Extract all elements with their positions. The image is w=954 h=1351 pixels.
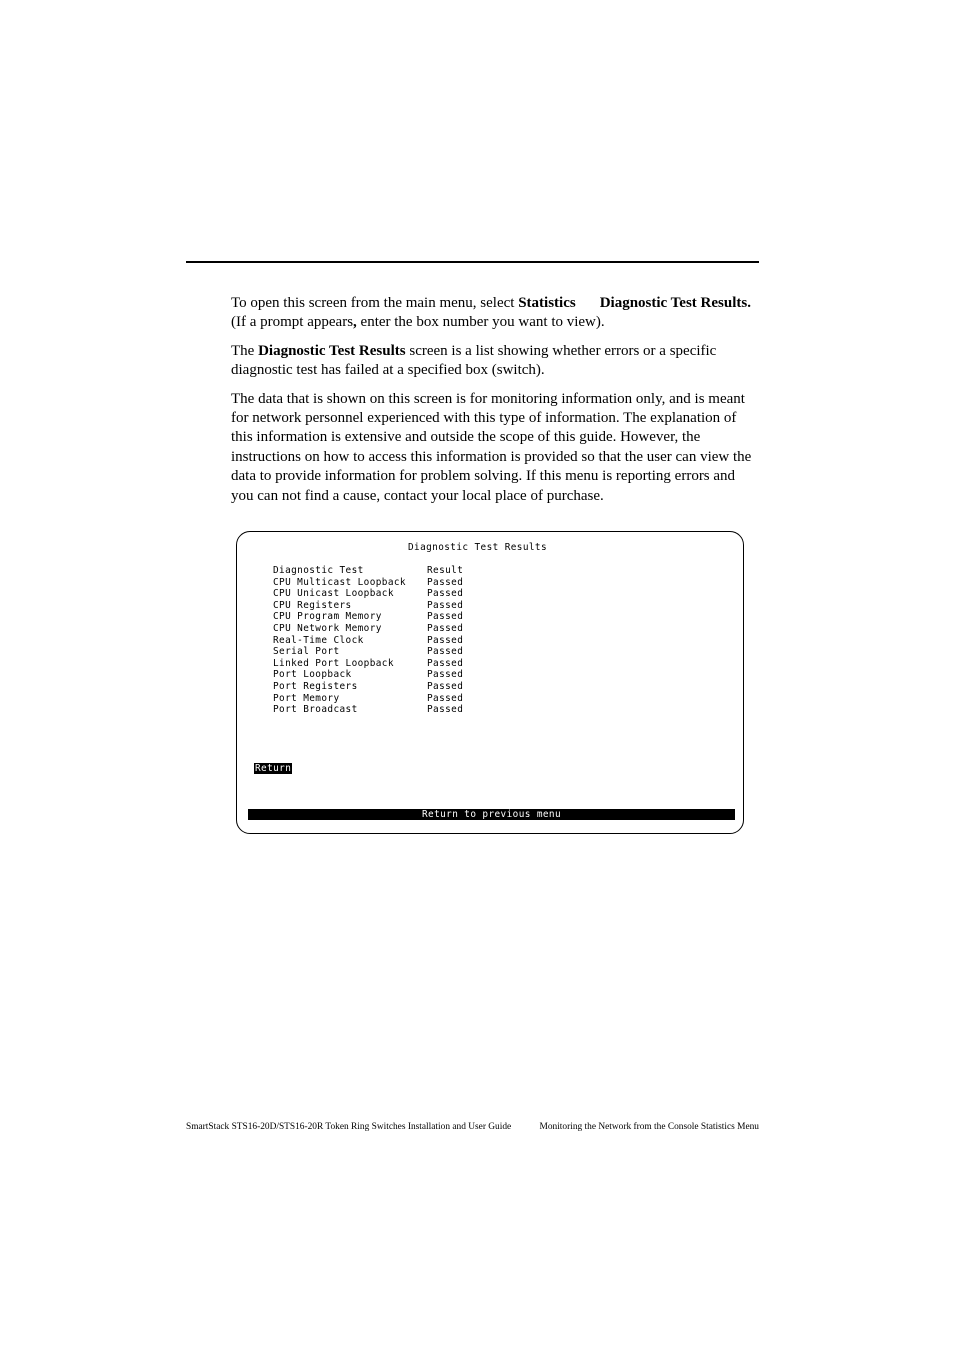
table-row [273,704,487,716]
column-header-test: Diagnostic Test [273,565,364,576]
table-row [273,693,487,705]
footer-chapter-title: Monitoring the Network from the Console Statistics Menu [539,1122,759,1132]
table-row [273,577,487,589]
return-button[interactable]: Return [255,763,292,774]
table-row [273,588,487,600]
table-row [273,600,487,612]
console-title: Diagnostic Test Results [408,542,548,553]
diagnostic-test-name: Port Memory [273,692,340,704]
table-row [273,669,487,681]
diagnostic-test-result: Passed [427,634,464,646]
diagnostic-test-result: Passed [427,576,464,588]
diagnostic-test-name: Real-Time Clock [273,634,364,646]
diagnostic-test-name: CPU Multicast Loopback [273,576,406,588]
diagnostic-test-result: Passed [427,588,464,600]
diagnostic-test-name: CPU Program Memory [273,611,382,623]
diagnostic-test-result: Passed [427,680,464,692]
diagnostic-test-name: CPU Network Memory [273,622,382,634]
diagnostic-test-result: Passed [427,704,464,716]
table-row [273,611,487,623]
diagnostic-table [273,565,487,716]
diagnostic-test-name: Port Loopback [273,669,352,681]
table-row [273,623,487,635]
footer-book-title: SmartStack STS16-20D/STS16-20R Token Ring Switches Installation and User Guide [186,1122,512,1132]
header-rule [186,261,759,263]
paragraph-data-note: The data that is shown on this screen is for monitoring information only, and is meant for network personnel experienced with this type of information. The explanation of this information is extensive and outside the scope of this guide. However, the instructions on how to access this information is provided so that the user can view the data to provide information for problem solving. If this menu is reporting errors and you can not find a cause, contact your local place of purchase. [231,390,752,504]
table-row [273,635,487,647]
table-row [273,646,487,658]
column-header-result: Result [427,565,464,576]
diagnostic-test-name: Linked Port Loopback [273,657,394,669]
diagnostic-test-name: Serial Port [273,646,340,658]
paragraph-screen-description: The Diagnostic Test Results screen is a list showing whether errors or a specific diagnostic test has failed at a specified box (switch). [231,342,717,379]
diagnostic-test-result: Passed [427,622,464,634]
diagnostic-test-result: Passed [427,692,464,704]
table-row [273,658,487,670]
diagnostic-test-result: Passed [427,599,464,611]
diagnostic-test-name: CPU Registers [273,599,352,611]
body-text [231,294,761,515]
status-bar: Return to previous menu [248,809,735,820]
diagnostic-table-header [273,565,487,577]
table-row [273,681,487,693]
diagnostic-test-result: Passed [427,646,464,658]
diagnostic-test-name: Port Registers [273,680,358,692]
diagnostic-test-result: Passed [427,611,464,623]
paragraph-open-screen: To open this screen from the main menu, select Statistics Diagnostic Test Results. (If a prompt appears, enter the box number you want to view). [231,295,751,331]
diagnostic-test-name: CPU Unicast Loopback [273,588,394,600]
diagnostic-test-result: Passed [427,669,464,681]
diagnostic-test-name: Port Broadcast [273,704,358,716]
console-screen [236,531,744,834]
diagnostic-test-result: Passed [427,657,464,669]
